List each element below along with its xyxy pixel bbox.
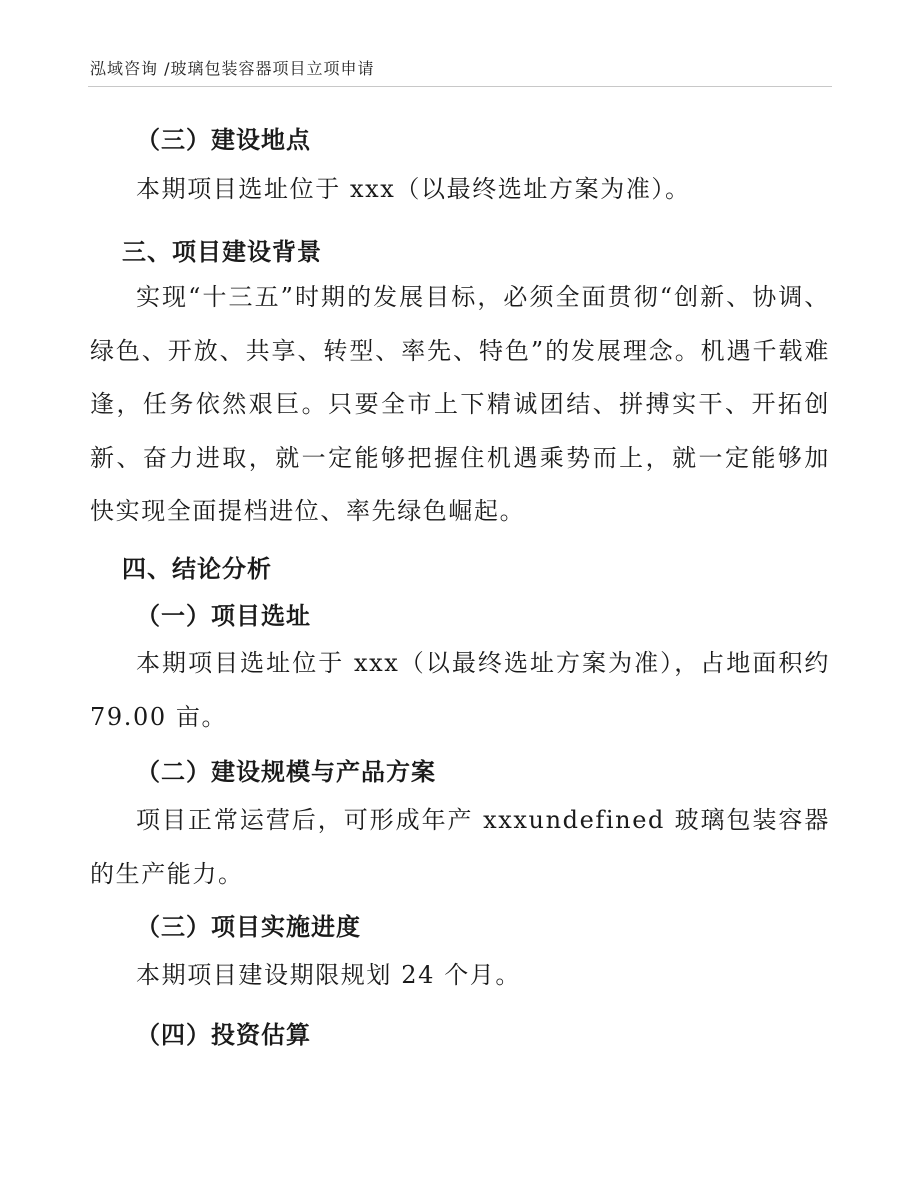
subsection-heading-site-selection: （一）项目选址 bbox=[136, 602, 311, 630]
section-heading-conclusion: 四、结论分析 bbox=[122, 555, 272, 583]
header-divider bbox=[88, 86, 832, 87]
section-heading-construction-site: （三）建设地点 bbox=[136, 126, 311, 154]
paragraph-background: 实现“十三五”时期的发展目标，必须全面贯彻“创新、协调、绿色、开放、共享、转型、率先、特色”的发展理念。机遇千载难逢，任务依然艰巨。只要全市上下精诚团结、拼搏实干、开拓创新、奋力进取，就一定能够把握住机遇乘势而上，就一定能够加快实现全面提档进位、率先绿色崛起。 bbox=[90, 283, 830, 525]
subsection-heading-schedule: （三）项目实施进度 bbox=[136, 913, 361, 941]
paragraph-construction-site: 本期项目选址位于 xxx（以最终选址方案为准）。 bbox=[136, 175, 691, 203]
paragraph-schedule: 本期项目建设期限规划 24 个月。 bbox=[136, 961, 521, 989]
subsection-heading-investment: （四）投资估算 bbox=[136, 1021, 311, 1049]
paragraph-site-selection: 本期项目选址位于 xxx（以最终选址方案为准），占地面积约 79.00 亩。 bbox=[90, 649, 830, 731]
subsection-heading-scale-products: （二）建设规模与产品方案 bbox=[136, 758, 436, 786]
paragraph-scale-products: 项目正常运营后，可形成年产 xxxundefined 玻璃包装容器的生产能力。 bbox=[90, 806, 830, 888]
section-heading-background: 三、项目建设背景 bbox=[122, 238, 322, 266]
running-header: 泓域咨询 /玻璃包装容器项目立项申请 bbox=[90, 59, 375, 78]
